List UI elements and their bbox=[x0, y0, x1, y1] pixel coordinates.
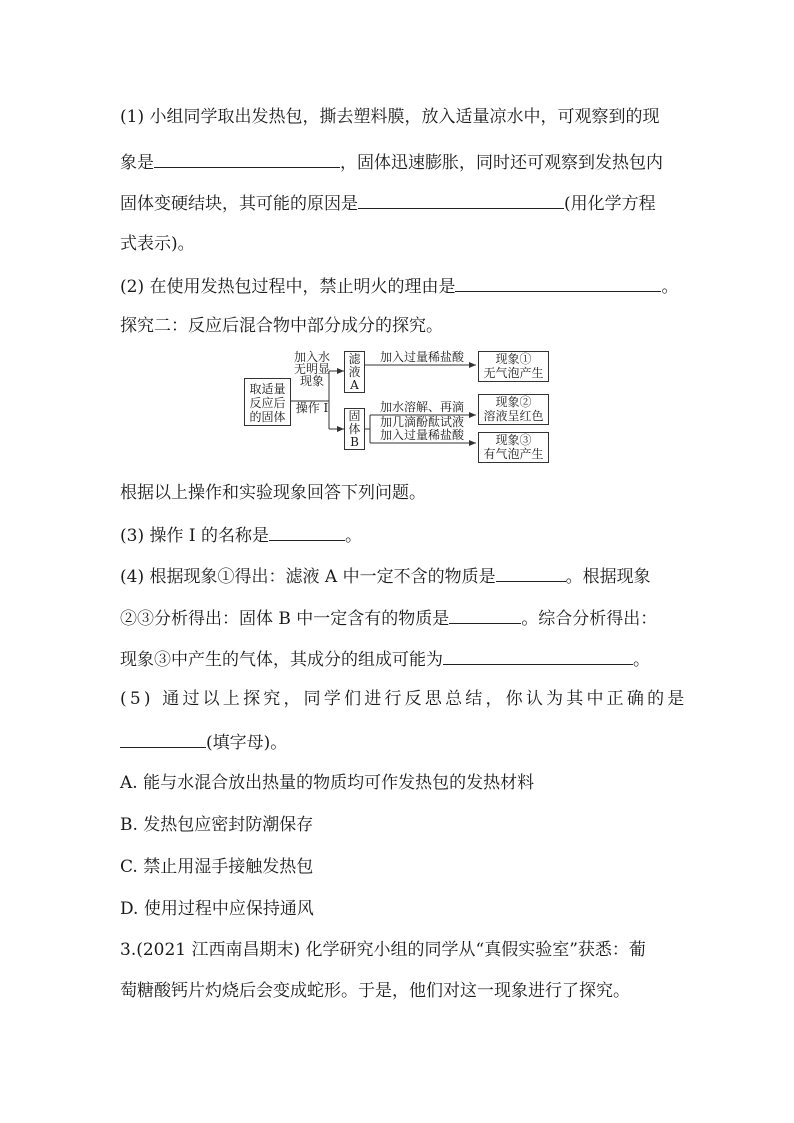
q1-line-2 bbox=[120, 150, 663, 174]
q2-end: 。 bbox=[661, 277, 679, 297]
q2-text: (2) 在使用发热包过程中，禁止明火的理由是 bbox=[120, 277, 456, 297]
q4-line-3 bbox=[120, 647, 650, 671]
result-1-title: 现象① bbox=[495, 352, 532, 366]
result-1-desc: 无气泡产生 bbox=[483, 366, 544, 380]
experiment-flow-diagram bbox=[244, 351, 550, 466]
q5-answer-blank[interactable] bbox=[120, 730, 206, 748]
q1-text-b: ，固体迅速膨胀，同时还可观察到发热包内 bbox=[340, 153, 663, 173]
q2-line bbox=[120, 274, 678, 298]
q4-text-c: ②③分析得出：固体 B 中一定含有的物质是 bbox=[120, 609, 450, 629]
option-d: D. 使用过程中应保持通风 bbox=[120, 899, 314, 919]
option-a: A. 能与水混合放出热量的物质均可作发热包的发热材料 bbox=[120, 773, 535, 793]
q4-line-1 bbox=[120, 564, 651, 588]
q4-text-d: 。综合分析得出： bbox=[521, 609, 658, 629]
solid-b-box: 固体B bbox=[344, 408, 365, 450]
q1-text-a: 象是 bbox=[120, 153, 154, 173]
q5-line-2 bbox=[120, 730, 287, 754]
op1-label-2: 无明显 bbox=[294, 362, 331, 376]
q1-line-1: (1) 小组同学取出发热包，撕去塑料膜，放入适量凉水中，可观察到的现 bbox=[120, 107, 660, 127]
q3-problem-line-1: 3.(2021 江西南昌期末) 化学研究小组的同学从“真假实验室”获悉：葡 bbox=[120, 940, 646, 960]
q5-text: (填字母)。 bbox=[206, 733, 288, 753]
q1-text-d: (用化学方程 bbox=[564, 194, 656, 214]
explore-two-heading: 探究二：反应后混合物中部分成分的探究。 bbox=[120, 316, 443, 336]
q3-problem-line-2: 萄糖酸钙片灼烧后会变成蛇形。于是，他们对这一现象进行了探究。 bbox=[120, 981, 630, 1001]
q4-answer-blank-1[interactable] bbox=[496, 564, 566, 582]
start-solid-box: 取适量反应后的固体 bbox=[244, 378, 291, 426]
q1-line-4: 式表示)。 bbox=[120, 234, 195, 254]
arrow-label-2a: 加水溶解、再滴 bbox=[379, 400, 464, 414]
arrow-label-2b: 加几滴酚酞试液 bbox=[379, 415, 464, 429]
result-1-box bbox=[478, 351, 549, 382]
q4-text-f: 。 bbox=[633, 650, 650, 670]
arrow-label-3: 加入过量稀盐酸 bbox=[379, 428, 464, 442]
q2-answer-blank[interactable] bbox=[455, 274, 661, 292]
result-2-title: 现象② bbox=[495, 395, 532, 409]
q4-text-b: 。根据现象 bbox=[565, 567, 651, 587]
q5-line-1: (5) 通过以上探究，同学们进行反思总结，你认为其中正确的是 bbox=[120, 689, 688, 709]
q3-end: 。 bbox=[345, 526, 363, 546]
option-c: C. 禁止用湿手接触发热包 bbox=[120, 857, 314, 877]
arrow-label-1: 加入过量稀盐酸 bbox=[379, 350, 464, 364]
result-3-box bbox=[478, 432, 549, 463]
result-2-desc: 溶液呈红色 bbox=[483, 409, 544, 423]
op1-label-1: 加入水 bbox=[294, 350, 331, 364]
op1-label-4: 操作 I bbox=[295, 401, 329, 415]
q4-answer-blank-3[interactable] bbox=[443, 647, 633, 665]
filtrate-a-box: 滤液A bbox=[344, 351, 365, 393]
q4-line-2 bbox=[120, 606, 657, 630]
answer-intro: 根据以上操作和实验现象回答下列问题。 bbox=[120, 483, 426, 503]
q4-answer-blank-2[interactable] bbox=[449, 606, 521, 624]
result-3-title: 现象③ bbox=[495, 433, 532, 447]
q3-line bbox=[120, 523, 362, 547]
result-2-box bbox=[478, 394, 549, 425]
q1-text-c: 固体变硬结块，其可能的原因是 bbox=[120, 194, 358, 214]
q1-answer-blank-1[interactable] bbox=[154, 150, 340, 168]
q3-answer-blank[interactable] bbox=[269, 523, 345, 541]
op1-label-3: 现象 bbox=[299, 374, 324, 388]
q4-text-a: (4) 根据现象①得出：滤液 A 中一定不含的物质是 bbox=[120, 567, 496, 587]
q1-line-3 bbox=[120, 191, 656, 215]
q4-text-e: 现象③中产生的气体，其成分的组成可能为 bbox=[120, 650, 443, 670]
q1-answer-blank-2[interactable] bbox=[358, 191, 564, 209]
result-3-desc: 有气泡产生 bbox=[483, 447, 544, 461]
option-b: B. 发热包应密封防潮保存 bbox=[120, 815, 314, 835]
q3-text: (3) 操作 I 的名称是 bbox=[120, 526, 270, 546]
